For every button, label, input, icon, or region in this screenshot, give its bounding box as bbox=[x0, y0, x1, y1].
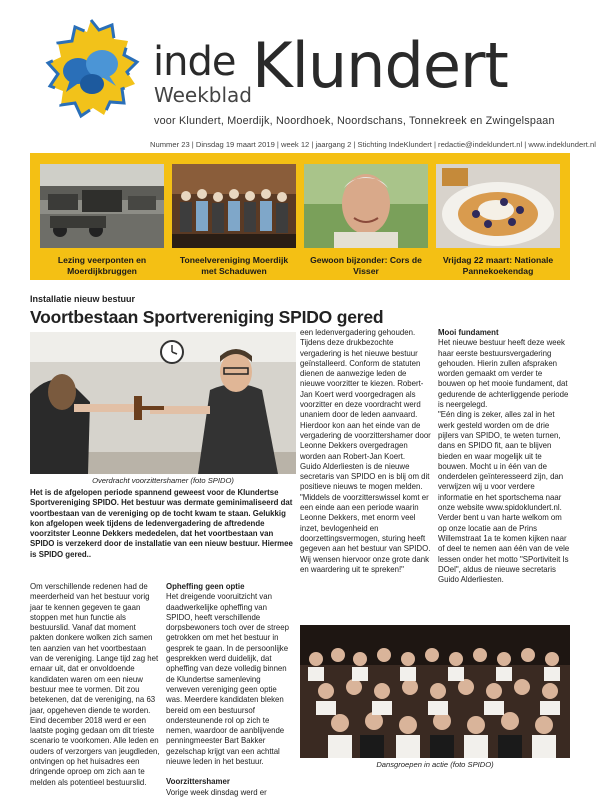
article-kicker: Installatie nieuw bestuur bbox=[30, 294, 136, 304]
issue-info: Nummer 23 | Dinsdag 19 maart 2019 | week 12 | jaargang 2 | Stichting IndeKlundert | redactie@indeklundert.nl | www.indeklundert.nl bbox=[150, 140, 596, 149]
photo-caption-gavel: Overdracht voorzittershamer (foto SPIDO) bbox=[92, 476, 234, 485]
masthead-subtitle: voor Klundert, Moerdijk, Noordhoek, Noordschans, Tonnekreek en Zwingelspaan bbox=[154, 115, 555, 127]
teaser-image-portrait[interactable] bbox=[304, 164, 428, 248]
column-1 bbox=[30, 582, 160, 788]
article-photo-dance bbox=[300, 625, 570, 758]
column-3-text-c: "Middels de voorzitterswissel komt er een einde aan een periode waarin Leonne Dekkers, met enorm veel inzet, bevlogenheid en doorzettingsvermogen, sturing heeft gegeven aan het bestuur van SPIDO. Wij wensen hiervoor onze grote dank en waardering uit te spreken!" bbox=[300, 492, 431, 574]
logo bbox=[36, 16, 146, 134]
teaser-image-theatre[interactable] bbox=[172, 164, 296, 248]
teaser-caption-3[interactable]: Gewoon bijzonder: Cors de Visser bbox=[310, 255, 422, 276]
photo-caption-dance: Dansgroepen in actie (foto SPIDO) bbox=[376, 760, 494, 769]
subheading-fundament: Mooi fundament bbox=[438, 328, 499, 337]
column-2-text: Het dreigende vooruitzicht van daadwerkelijke opheffing van SPIDO, heeft verschillende dorpsbewoners toch over de streep getrokken om met het bestuur in gesprek te gaan. In de persoonlijke gesprekken werd duidelijk, dat opheffing van deze volledig binnen de Klundertse samenleving verweven vereniging geen optie was. Meerdere kandidaten bleken bereid om een bestuursof ondersteunende rol op zich te nemen, waardoor de aanblijvende penningmeester Bart Bakker gezelschap krijgt van een achttal nieuwe leden in het bestuur. bbox=[166, 592, 289, 767]
article-photo-gavel bbox=[30, 332, 296, 474]
teaser-image-pancakes[interactable] bbox=[436, 164, 560, 248]
teaser-image-ferry[interactable] bbox=[40, 164, 164, 248]
column-2-tail: Vorige week dinsdag werd er bbox=[166, 787, 267, 797]
column-3-text: een ledenvergadering gehouden. Tijdens deze drukbezochte vergadering is het nieuwe bestuur geïnstalleerd. Conform de statuten dienen de aanwezige leden de nieuwe voorzitter te kiezen. Robert-Jan Koert werd voorgedragen als voorzitter en deze voordracht werd unaniem door de leden aanvaard. Hierdoor kon aan het einde van de vergadering de voorzittershamer door Leonne Dekkers overgedragen worden aan Robert-Jan Koert. bbox=[300, 328, 431, 461]
column-4-text: Het nieuwe bestuur heeft deze week haar eerste bestuursvergadering gehouden. Hierin zullen afspraken worden gemaakt om verder te bouwen op het mooie fundament, dat gedurende de achterliggende periode is neergelegd. bbox=[438, 338, 569, 410]
masthead-inde: inde bbox=[153, 39, 236, 85]
column-4-text-b: "Eén ding is zeker, alles zal in het werk gesteld worden om de drie pijlers van SPIDO, te weten turnen, dans en SPIDO fit, aan te blijven bieden en waar mogelijk uit te bouwen. Mocht u in één van de onderdelen geïnteresseerd zijn, dan verwijzen wij u voor verdere informatie en het sportschema naar onze website www.spidoklundert.nl. Verder bent u van harte welkom om op onze locatie aan de Prins Willemstraat 1a te komen kijken naar of deel te nemen aan één van de vele lessen onder het motto "SPortiviteit Is DOel", aldus de nieuwe secretaris Guido Alderliesten. bbox=[438, 410, 570, 585]
subheading-voorzittershamer: Voorzittershamer bbox=[166, 777, 230, 787]
teaser-caption-1[interactable]: Lezing veerponten en Moerdijkbruggen bbox=[57, 255, 147, 276]
column-1-text: Om verschillende redenen had de meerderheid van het bestuur vorig jaar te kennen gegeven te gaan stoppen met hun functie als bestuurslid. Vanaf dat moment pakten donkere wolken zich samen ten aanzien van het voortbestaan van de vereniging. Lange tijd zag het ernaar uit, dat er onvoldoende kandidaten waren om een nieuw bestuur mee te vormen. Dit zou betekenen, dat de vereniging, na 63 jaar, opgeheven diende te worden. Eind december 2018 werd er een laatste poging gedaan om dit trieste scenario te voorkomen. Alle leden en ouders of verzorgers van jeugdleden, ontvingen op het huisadres een dringende oproep om zich aan te melden als potentieel bestuurslid. bbox=[30, 582, 160, 787]
teaser-caption-4[interactable]: Vrijdag 22 maart: Nationale Pannekoekendag bbox=[442, 255, 554, 276]
teaser-caption-2[interactable]: Toneelvereniging Moerdijk met Schaduwen bbox=[179, 255, 289, 276]
masthead-klundert: Klundert bbox=[252, 29, 508, 102]
article-lead: Het is de afgelopen periode spannend geweest voor de Klundertse Sportvereniging SPIDO. Het bestuur was dermate geminimaliseerd dat voortbestaan van de vereniging op de tocht kwam te staan. Gelukkig kon afgelopen week tijdens de ledenvergadering de aftredende voorzitster Leonne Dekkers mededelen, dat het voortbestaan van SPIDO is verzekerd door de installatie van een nieuw bestuur. Hiermee is SPIDO gered.. bbox=[30, 488, 293, 559]
column-3 bbox=[300, 328, 432, 575]
masthead-weekblad: Weekblad bbox=[154, 83, 252, 107]
column-4 bbox=[438, 328, 570, 585]
column-3-text-b: Guido Alderliesten is de nieuwe secretaris van SPIDO en is blij om dit positieve nieuws te mogen melden. bbox=[300, 461, 430, 492]
subheading-opheffing: Opheffing geen optie bbox=[166, 582, 245, 591]
article-headline: Voortbestaan Sportvereniging SPIDO gered bbox=[30, 307, 384, 327]
column-2 bbox=[166, 582, 294, 798]
